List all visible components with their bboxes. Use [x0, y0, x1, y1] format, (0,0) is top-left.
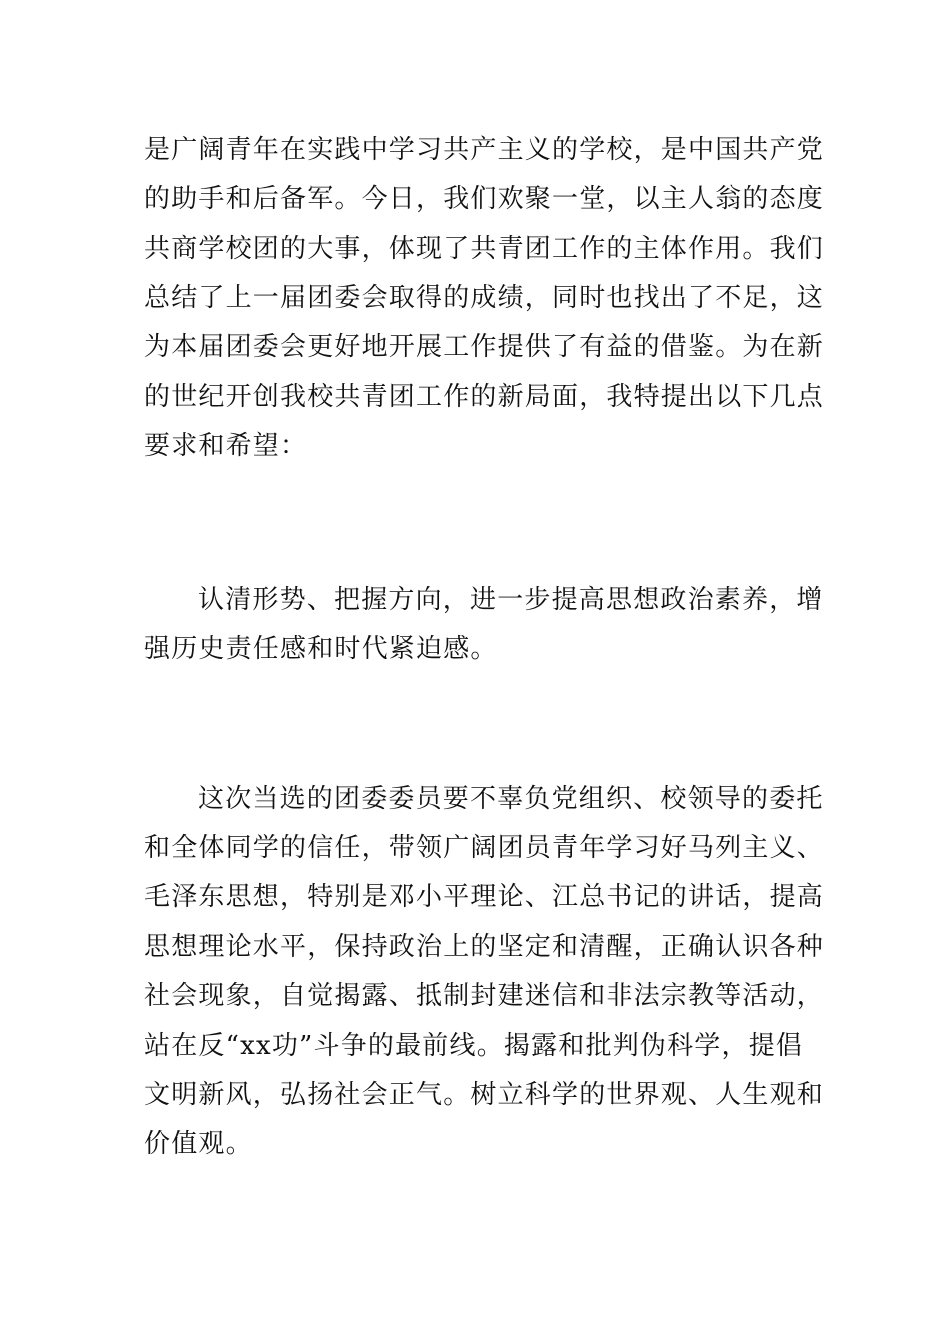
paragraph-line: 价值观。: [144, 1129, 253, 1159]
paragraph-line: 站在反“xx功”斗争的最前线。揭露和批判伪科学，提倡: [144, 1031, 804, 1061]
paragraph-line: 是广阔青年在实践中学习共产主义的学校，是中国共产党: [144, 135, 825, 165]
paragraph-line: 的助手和后备军。今日，我们欢聚一堂，以主人翁的态度: [144, 184, 825, 214]
paragraph-line: 这次当选的团委委员要不辜负党组织、校领导的委托: [198, 784, 824, 814]
paragraph-line: 和全体同学的信任，带领广阔团员青年学习好马列主义、: [144, 833, 825, 863]
paragraph-line: 为本届团委会更好地开展工作提供了有益的借鉴。为在新: [144, 332, 825, 362]
paragraph-line: 思想理论水平，保持政治上的坚定和清醒，正确认识各种: [144, 932, 825, 962]
paragraph-line: 共商学校团的大事，体现了共青团工作的主体作用。我们: [144, 234, 825, 264]
paragraph-line: 社会现象，自觉揭露、抵制封建迷信和非法宗教等活动，: [144, 981, 825, 1011]
paragraph-line: 毛泽东思想，特别是邓小平理论、江总书记的讲话，提高: [144, 882, 825, 912]
paragraph-line: 强历史责任感和时代紧迫感。: [144, 634, 498, 664]
paragraph-line: 认清形势、把握方向，进一步提高思想政治素养，增: [198, 585, 824, 615]
paragraph-line: 要求和希望：: [144, 431, 308, 461]
paragraph-line: 总结了上一届团委会取得的成绩，同时也找出了不足，这: [144, 283, 825, 313]
paragraph-line: 的世纪开创我校共青团工作的新局面，我特提出以下几点: [144, 382, 825, 412]
paragraph-line: 文明新风，弘扬社会正气。树立科学的世界观、人生观和: [144, 1080, 825, 1110]
